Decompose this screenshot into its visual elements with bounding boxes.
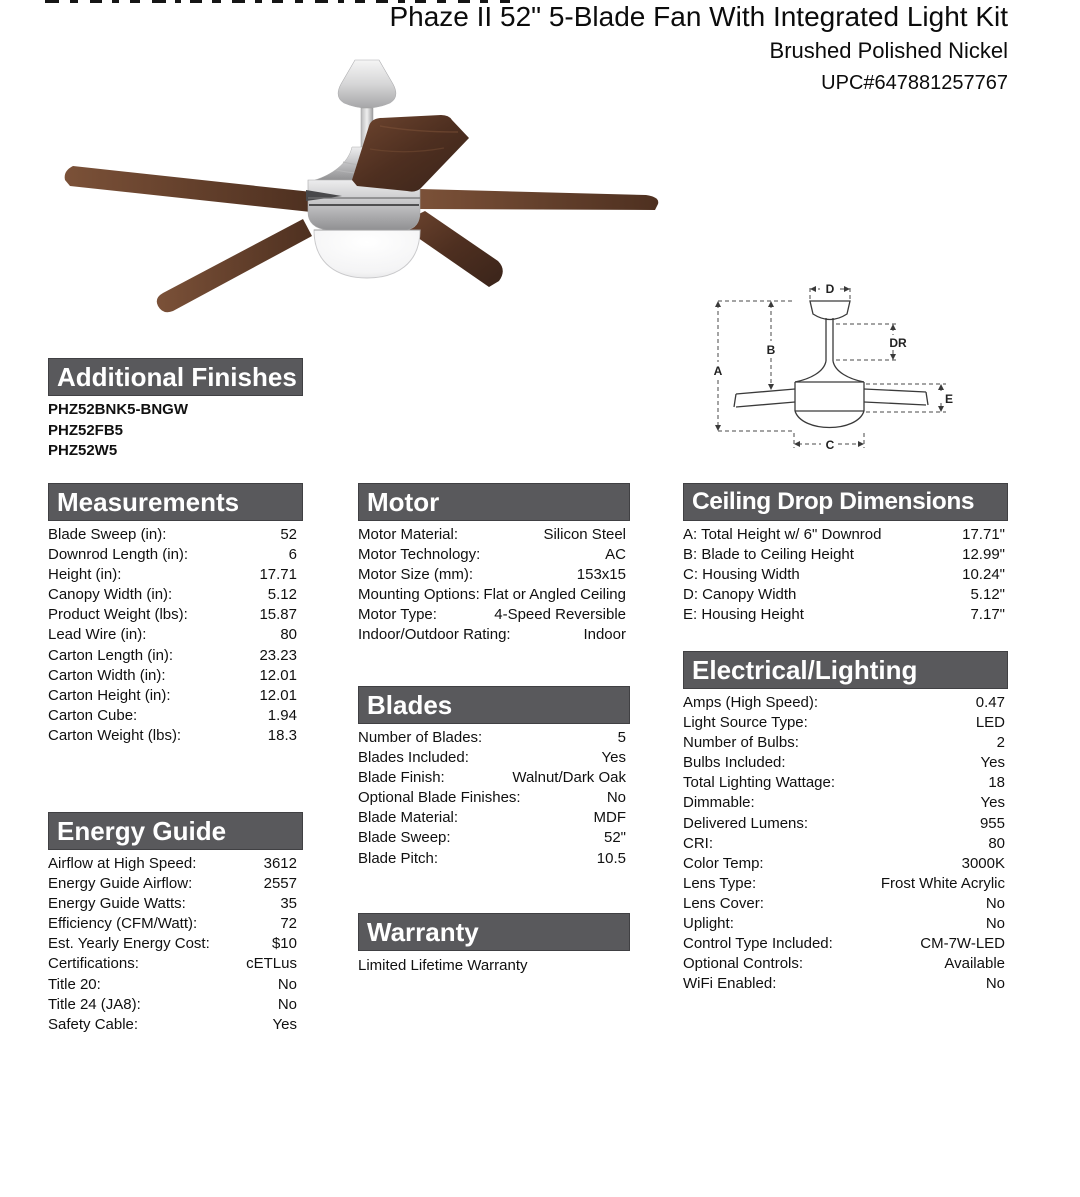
spec-row (358, 525, 626, 545)
spec-value: 5.12" (970, 586, 1005, 604)
spec-label: Lens Type: (683, 874, 757, 892)
fan-blade-left (65, 166, 312, 212)
finish-sku: PHZ52W5 (48, 442, 118, 459)
spec-row (683, 854, 1005, 874)
product-finish: Brushed Polished Nickel (769, 38, 1008, 63)
spec-row (683, 793, 1005, 813)
spec-row (683, 525, 1005, 545)
spec-label: Airflow at High Speed: (48, 855, 197, 872)
spec-label: Safety Cable: (48, 1015, 139, 1033)
spec-label: Optional Controls: (683, 955, 804, 973)
spec-value: 23.23 (259, 646, 297, 664)
additional-finishes-header: Additional Finishes (48, 358, 303, 396)
spec-label: Lens Cover: (683, 894, 764, 912)
spec-value: 2 (996, 734, 1005, 752)
spec-label: Energy Guide Airflow: (48, 875, 193, 893)
motor-header: Motor (358, 483, 630, 521)
spec-row (48, 565, 297, 585)
ceiling-drop-header: Ceiling Drop Dimensions (683, 483, 1008, 521)
spec-value: 18 (988, 774, 1005, 792)
spec-row (48, 686, 297, 706)
spec-label: Number of Blades: (358, 729, 483, 746)
fan-blade-front (352, 115, 469, 192)
electrical-lighting-table (683, 693, 1005, 994)
spec-value: Yes (601, 749, 626, 767)
diagram-label-e: E (944, 392, 954, 406)
spec-row (48, 585, 297, 605)
spec-label: Delivered Lumens: (683, 814, 809, 832)
spec-row (358, 585, 626, 605)
spec-row (358, 808, 626, 828)
spec-value: 80 (988, 834, 1005, 852)
blades-table (358, 728, 626, 869)
spec-value: 0.47 (975, 694, 1005, 711)
spec-value: MDF (593, 809, 626, 827)
spec-value: Yes (980, 754, 1005, 772)
spec-label: Blade Sweep: (358, 829, 451, 847)
electrical-lighting-header: Electrical/Lighting (683, 651, 1008, 689)
spec-label: Carton Width (in): (48, 666, 166, 684)
spec-value: 4-Speed Reversible (494, 606, 626, 624)
spec-value: 52" (603, 829, 626, 847)
spec-label: Amps (High Speed): (683, 694, 819, 711)
spec-value: Available (944, 955, 1005, 973)
spec-label: Height (in): (48, 566, 122, 584)
spec-value: Silicon Steel (543, 526, 626, 543)
spec-label: Motor Size (mm): (358, 566, 474, 584)
spec-row (48, 954, 297, 974)
spec-label: Motor Material: (358, 526, 459, 543)
spec-value: 18.3 (267, 726, 297, 744)
spec-value: 7.17" (970, 606, 1005, 624)
spec-row (683, 954, 1005, 974)
measurements-header: Measurements (48, 483, 303, 521)
fan-blade-right (420, 189, 658, 210)
spec-label: D: Canopy Width (683, 586, 797, 604)
spec-row (683, 894, 1005, 914)
spec-row (358, 748, 626, 768)
motor-table (358, 525, 626, 646)
spec-value: 955 (979, 814, 1005, 832)
additional-finishes-list (48, 400, 303, 462)
spec-label: Light Source Type: (683, 714, 808, 732)
fan-canopy (338, 60, 396, 108)
spec-row (683, 874, 1005, 894)
spec-value: $10 (271, 935, 297, 953)
spec-label: Dimmable: (683, 794, 755, 812)
spec-label: Efficiency (CFM/Watt): (48, 915, 198, 933)
spec-label: Carton Weight (lbs): (48, 726, 182, 744)
spec-label: Canopy Width (in): (48, 586, 173, 604)
spec-value: No (985, 975, 1005, 993)
spec-value: 35 (280, 895, 297, 913)
spec-label: E: Housing Height (683, 606, 804, 624)
spec-row (358, 545, 626, 565)
spec-label: Carton Length (in): (48, 646, 174, 664)
spec-row (683, 814, 1005, 834)
spec-value: No (277, 975, 297, 993)
ceiling-drop-table (683, 525, 1005, 625)
spec-row (683, 713, 1005, 733)
spec-label: Blade Sweep (in): (48, 526, 167, 543)
spec-row (48, 666, 297, 686)
page-title: Phaze II 52" 5-Blade Fan With Integrated Light Kit (389, 1, 1008, 32)
spec-label: Indoor/Outdoor Rating: (358, 626, 511, 644)
spec-row (358, 728, 626, 748)
spec-row (358, 828, 626, 848)
spec-value: 5 (617, 729, 626, 746)
spec-label: Motor Technology: (358, 546, 481, 564)
spec-value: 3000K (961, 854, 1005, 872)
spec-value: LED (975, 714, 1005, 732)
spec-row (358, 849, 626, 869)
spec-row (683, 585, 1005, 605)
ceiling-drop-diagram (690, 268, 990, 473)
spec-row (683, 934, 1005, 954)
spec-value: AC (605, 546, 626, 564)
spec-label: Blade Finish: (358, 769, 445, 787)
spec-row (48, 975, 297, 995)
measurements-table (48, 525, 297, 746)
spec-value: 6 (288, 546, 297, 564)
spec-value: 72 (280, 915, 297, 933)
spec-row (48, 874, 297, 894)
spec-row (683, 834, 1005, 854)
spec-label: Est. Yearly Energy Cost: (48, 935, 210, 953)
spec-value: Indoor (583, 626, 626, 644)
warranty-text: Limited Lifetime Warranty (358, 957, 528, 974)
spec-label: Carton Cube: (48, 706, 138, 724)
finish-sku: PHZ52FB5 (48, 421, 124, 439)
spec-value: 10.5 (596, 849, 626, 867)
spec-value: 2557 (263, 875, 297, 893)
spec-value: 12.01 (259, 686, 297, 704)
spec-label: A: Total Height w/ 6" Downrod (683, 526, 882, 543)
spec-label: CRI: (683, 834, 713, 852)
spec-value: 15.87 (259, 606, 297, 624)
spec-row (48, 995, 297, 1015)
spec-value: CM-7W-LED (920, 935, 1005, 953)
spec-row (358, 605, 626, 625)
spec-value: Flat or Angled Ceiling (483, 586, 626, 604)
spec-row (683, 733, 1005, 753)
spec-row (48, 914, 297, 934)
spec-row (683, 914, 1005, 934)
spec-row (683, 565, 1005, 585)
spec-value: 80 (280, 626, 297, 644)
spec-label: Title 20: (48, 975, 101, 993)
spec-row (48, 726, 297, 746)
spec-label: Downrod Length (in): (48, 546, 189, 564)
spec-value: Yes (272, 1015, 297, 1033)
spec-label: Lead Wire (in): (48, 626, 147, 644)
spec-label: B: Blade to Ceiling Height (683, 546, 854, 564)
product-upc: UPC#647881257767 (821, 72, 1008, 94)
spec-value: 1.94 (267, 706, 297, 724)
spec-value: No (277, 995, 297, 1013)
fan-light-dome (314, 230, 420, 278)
diagram-label-d: D (825, 282, 835, 296)
spec-row (683, 693, 1005, 713)
spec-value: Walnut/Dark Oak (512, 769, 626, 787)
fan-blade-lower-left (157, 219, 312, 312)
diagram-label-b: B (766, 343, 776, 357)
finish-sku: PHZ52BNK5-BNGW (48, 401, 189, 418)
spec-label: Product Weight (lbs): (48, 606, 188, 624)
diagram-label-a: A (713, 364, 723, 378)
spec-value: Yes (980, 794, 1005, 812)
spec-row (48, 605, 297, 625)
spec-label: C: Housing Width (683, 566, 800, 584)
spec-label: Mounting Options: (358, 586, 480, 604)
diagram-label-c: C (825, 438, 835, 452)
spec-row (48, 1015, 297, 1035)
spec-label: Control Type Included: (683, 935, 833, 953)
spec-label: WiFi Enabled: (683, 975, 777, 993)
spec-value: 153x15 (576, 566, 626, 584)
spec-row (48, 525, 297, 545)
spec-row (48, 545, 297, 565)
spec-label: Title 24 (JA8): (48, 995, 141, 1013)
spec-row (48, 894, 297, 914)
spec-value: 17.71" (962, 526, 1005, 543)
spec-label: Motor Type: (358, 606, 437, 624)
spec-label: Blade Pitch: (358, 849, 439, 867)
diagram-label-dr: DR (889, 336, 907, 350)
spec-value: No (985, 894, 1005, 912)
spec-value: No (985, 915, 1005, 933)
spec-row (358, 565, 626, 585)
spec-row (358, 768, 626, 788)
spec-row (683, 605, 1005, 625)
spec-value: 17.71 (259, 566, 297, 584)
spec-value: 5.12 (267, 586, 297, 604)
spec-label: Blades Included: (358, 749, 469, 767)
spec-value: 12.01 (259, 666, 297, 684)
spec-label: Energy Guide Watts: (48, 895, 186, 913)
spec-row (48, 625, 297, 645)
blades-header: Blades (358, 686, 630, 724)
spec-label: Certifications: (48, 955, 139, 973)
spec-label: Blade Material: (358, 809, 459, 827)
energy-guide-header: Energy Guide (48, 812, 303, 850)
ceiling-fan-product-image (40, 52, 680, 362)
spec-row (683, 753, 1005, 773)
spec-row (48, 706, 297, 726)
spec-row (358, 625, 626, 645)
spec-row (48, 646, 297, 666)
spec-value: cETLus (246, 955, 297, 973)
spec-label: Total Lighting Wattage: (683, 774, 836, 792)
spec-label: Optional Blade Finishes: (358, 789, 521, 807)
spec-row (48, 854, 297, 874)
spec-value: No (606, 789, 626, 807)
spec-label: Uplight: (683, 915, 734, 933)
spec-row (358, 788, 626, 808)
spec-row (48, 934, 297, 954)
spec-row (683, 545, 1005, 565)
spec-value: Frost White Acrylic (880, 874, 1005, 892)
spec-value: 52 (280, 526, 297, 543)
warranty-header: Warranty (358, 913, 630, 951)
spec-label: Number of Bulbs: (683, 734, 799, 752)
spec-row (683, 773, 1005, 793)
spec-row (683, 974, 1005, 994)
spec-label: Color Temp: (683, 854, 764, 872)
energy-guide-table (48, 854, 297, 1035)
spec-value: 12.99" (962, 546, 1005, 564)
spec-label: Carton Height (in): (48, 686, 171, 704)
spec-value: 10.24" (962, 566, 1005, 584)
spec-label: Bulbs Included: (683, 754, 786, 772)
spec-value: 3612 (263, 855, 297, 872)
